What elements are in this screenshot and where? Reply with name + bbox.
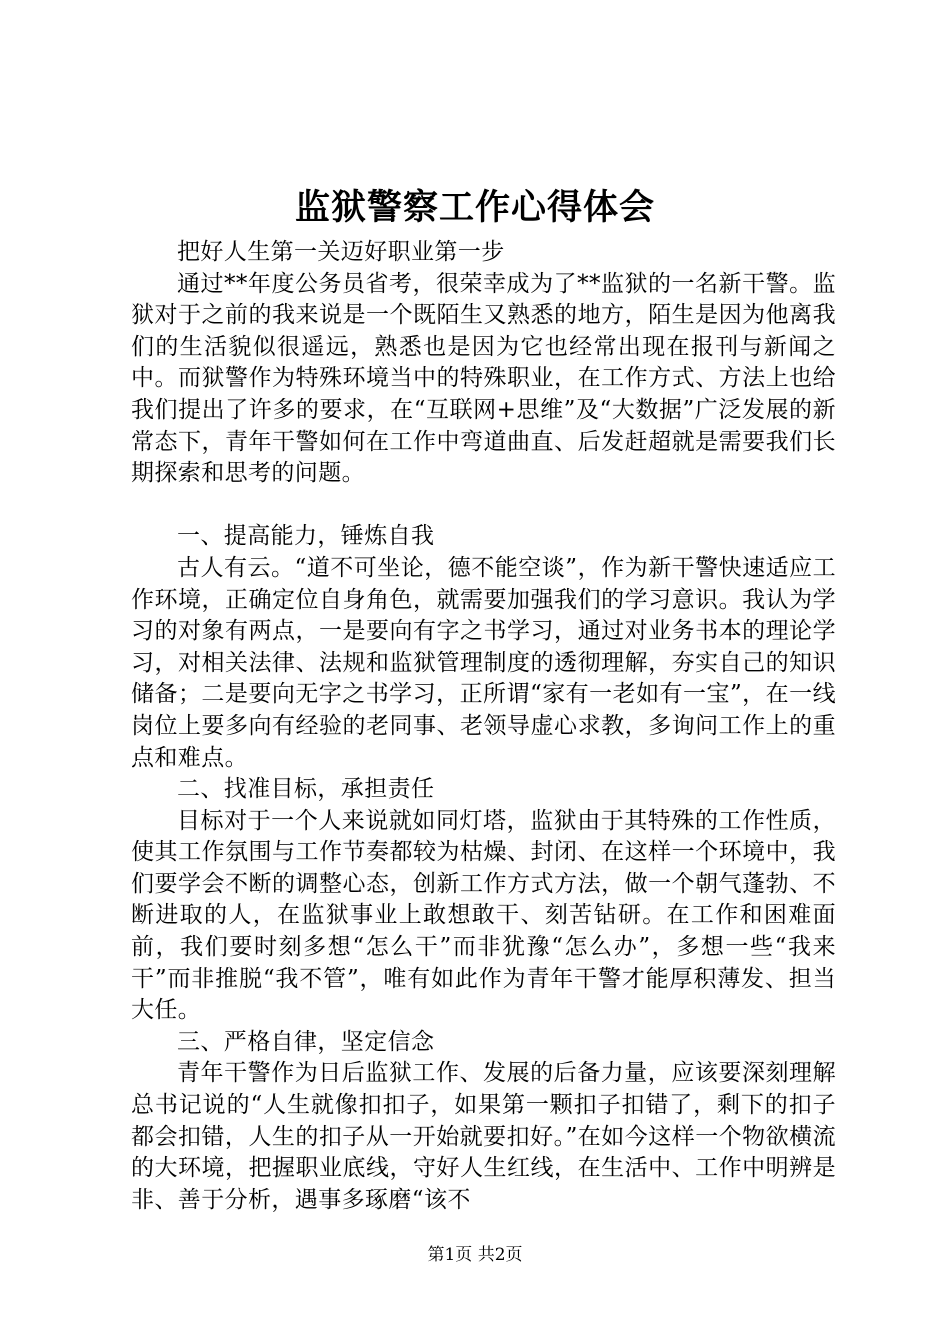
document-title: 监狱警察工作心得体会	[294, 187, 655, 228]
section-heading-2: 二、找准目标，承担责任	[177, 776, 435, 803]
paragraph-section-2: 目标对于一个人来说就如同灯塔，监狱由于其特殊的工作性质，使其工作氛围与工作节奏都较为枯燥、封闭、在这样一个环境中，我们要学会不断的调整心态，创新工作方式方法，做一个朝气蓬勃、不断进取的人，在监狱事业上敢想敢干、刻苦钻研。在工作和困难面前，我们要时刻多想“怎么干”而非犹豫“怎么办”，多想一些“我来干”而非推脱“我不管”，唯有如此作为青年干警才能厚积薄发、担当大任。	[131, 807, 836, 1024]
paragraph-intro: 通过**年度公务员省考，很荣幸成为了**监狱的一名新干警。监狱对于之前的我来说是一个既陌生又熟悉的地方，陌生是因为他离我们的生活貌似很遥远，熟悉也是因为它也经常出现在报刊与新闻之中。而狱警作为特殊环境当中的特殊职业，在工作方式、方法上也给我们提出了许多的要求，在“互联网+思维”及“大数据”广泛发展的新常态下，青年干警如何在工作中弯道曲直、后发赶超就是需要我们长期探索和思考的问题。	[131, 270, 836, 487]
page-number-footer: 第1页 共2页	[427, 1245, 523, 1265]
section-heading-1: 一、提高能力，锤炼自我	[177, 523, 435, 550]
section-heading-3: 三、严格自律，坚定信念	[177, 1028, 435, 1055]
document-body	[131, 237, 836, 1216]
subtitle-heading: 把好人生第一关迈好职业第一步	[177, 239, 505, 265]
paragraph-section-1: 古人有云。“道不可坐论，德不能空谈”，作为新干警快速适应工作环境，正确定位自身角色，就需要加强我们的学习意识。我认为学习的对象有两点，一是要向有字之书学习，通过对业务书本的理论学习，对相关法律、法规和监狱管理制度的透彻理解，夯实自己的知识储备；二是要向无字之书学习，正所谓“家有一老如有一宝”，在一线岗位上要多向有经验的老同事、老领导虚心求教，多询问工作上的重点和难点。	[131, 554, 836, 771]
paragraph-section-3: 青年干警作为日后监狱工作、发展的后备力量，应该要深刻理解总书记说的“人生就像扣扣子，如果第一颗扣子扣错了，剩下的扣子都会扣错，人生的扣子从一开始就要扣好。”在如今这样一个物欲横流的大环境，把握职业底线，守好人生红线，在生活中、工作中明辨是非、善于分析，遇事多琢磨“该不	[131, 1060, 836, 1213]
